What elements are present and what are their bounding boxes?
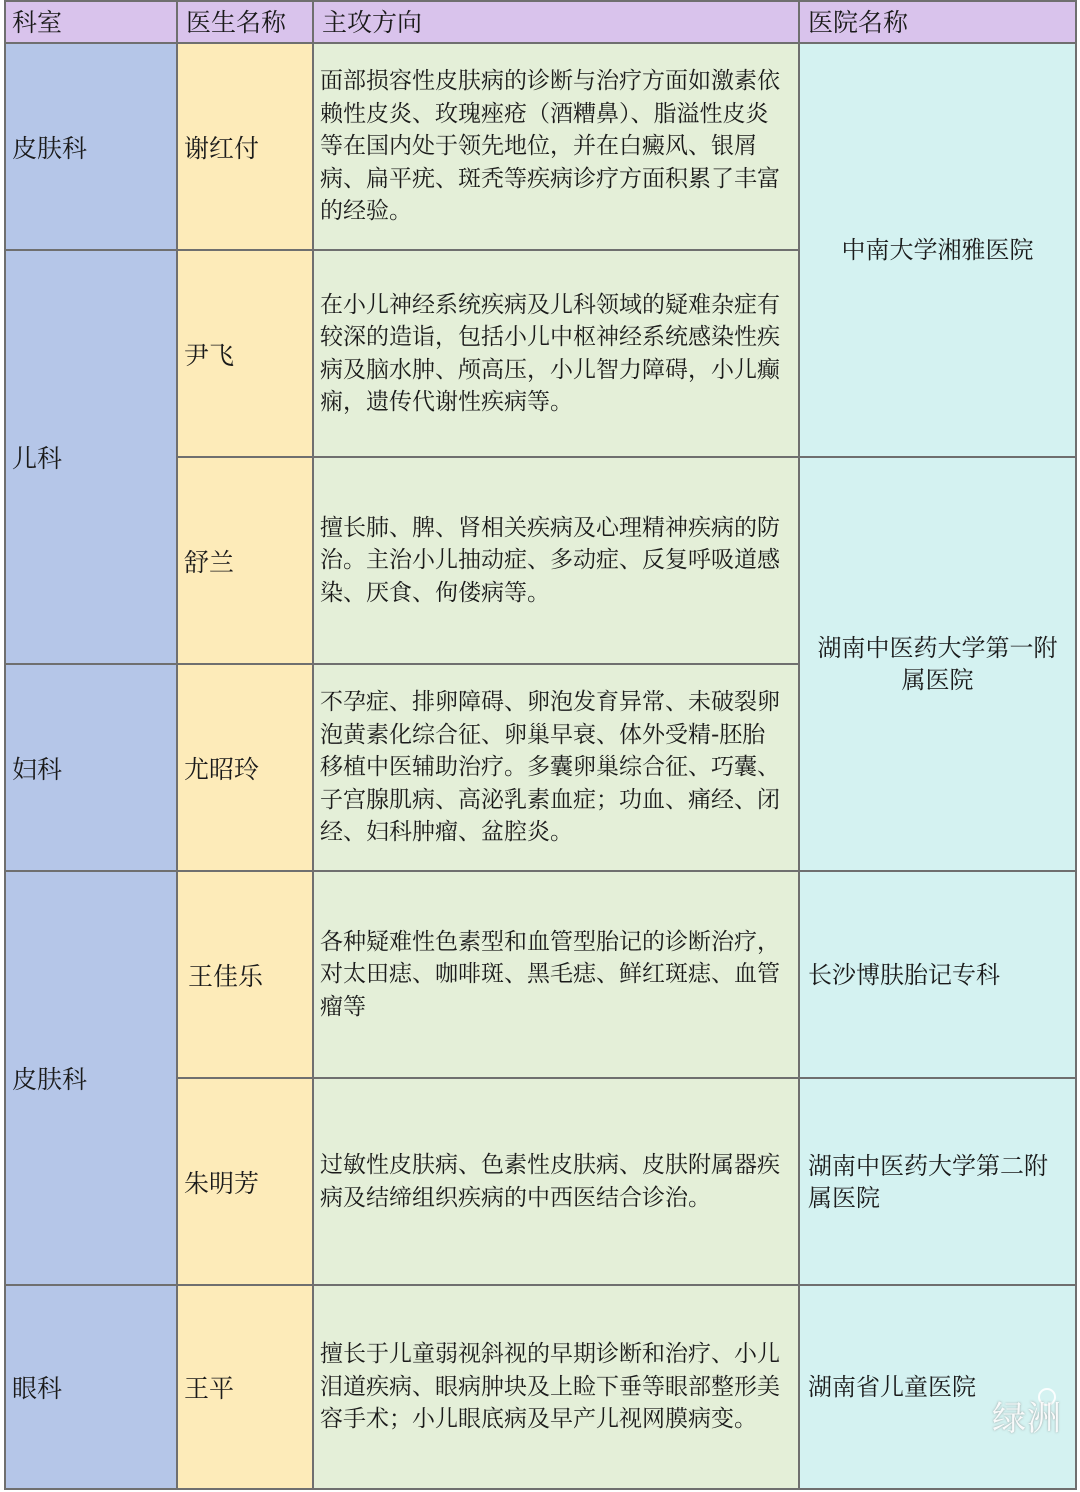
- header-dept: 科室: [4, 0, 178, 44]
- doctor-shu-lan: 舒兰: [178, 458, 314, 665]
- specialty-xie-hongfu: [314, 44, 800, 251]
- specialty-text: 在小儿神经系统疾病及儿科领域的疑难杂症有较深的造诣，包括小儿中枢神经系统感染性疾病及脑水肿、颅高压，小儿智力障碍，小儿癫痫，遗传代谢性疾病等。: [320, 291, 780, 415]
- hospital-hunan-tcm-second: 湖南中医药大学第二附属医院: [800, 1079, 1077, 1286]
- specialty-shu-lan: [314, 458, 800, 665]
- specialty-wang-jiale: [314, 872, 800, 1079]
- doctor-yin-fei: 尹飞: [178, 251, 314, 458]
- header-hospital: 医院名称: [800, 0, 1077, 44]
- specialty-text: 面部损容性皮肤病的诊断与治疗方面如激素依赖性皮炎、玫瑰痤疮（酒糟鼻）、脂溢性皮炎等在国内处于领先地位，并在白癜风、银屑病、扁平疣、斑秃等疾病诊疗方面积累了丰富的经验。: [320, 68, 780, 225]
- specialty-text: 不孕症、排卵障碍、卵泡发育异常、未破裂卵泡黄素化综合征、卵巢早衰、体外受精-胚胎移植中医辅助治疗。多囊卵巢综合征、巧囊、子宫腺肌病、高泌乳素血症；功血、痛经、闭经、妇科肿瘤、盆腔炎。: [320, 689, 780, 846]
- hospital-xiangya: 中南大学湘雅医院: [800, 44, 1077, 458]
- specialty-text: 擅长于儿童弱视斜视的早期诊断和治疗、小儿泪道疾病、眼病肿块及上睑下垂等眼部整形美容手术；小儿眼底病及早产儿视网膜病变。: [320, 1341, 780, 1433]
- specialty-text: 过敏性皮肤病、色素性皮肤病、皮肤附属器疾病及结缔组织疾病的中西医结合诊治。: [320, 1152, 780, 1211]
- watermark: 绿洲: [992, 1399, 1062, 1439]
- doctor-wang-ping: 王平: [178, 1286, 314, 1490]
- doctor-zhu-mingfang: 朱明芳: [178, 1079, 314, 1286]
- hospital-hunan-children: 湖南省儿童医院: [800, 1286, 1077, 1490]
- specialty-you-zhaoling: [314, 665, 800, 872]
- header-doctor: 医生名称: [178, 0, 314, 44]
- dept-dermatology: 皮肤科: [4, 44, 178, 251]
- doctor-you-zhaoling: 尤昭玲: [178, 665, 314, 872]
- dept-pediatrics: 儿科: [4, 251, 178, 665]
- doctor-wang-jiale: 王佳乐: [178, 872, 314, 1079]
- specialty-wang-ping: [314, 1286, 800, 1490]
- header-specialty: 主攻方向: [314, 0, 800, 44]
- doctor-xie-hongfu: 谢红付: [178, 44, 314, 251]
- specialty-text: 各种疑难性色素型和血管型胎记的诊断治疗，对太田痣、咖啡斑、黑毛痣、鲜红斑痣、血管瘤等: [320, 928, 780, 1020]
- specialty-text: 擅长肺、脾、肾相关疾病及心理精神疾病的防治。主治小儿抽动症、多动症、反复呼吸道感染、厌食、佝偻病等。: [320, 514, 780, 606]
- dept-dermatology-2: 皮肤科: [4, 872, 178, 1286]
- hospital-changsha-bofu: 长沙博肤胎记专科: [800, 872, 1077, 1079]
- specialty-yin-fei: [314, 251, 800, 458]
- hospital-hunan-tcm-first: 湖南中医药大学第一附属医院: [800, 458, 1077, 872]
- dept-ophthalmology: 眼科: [4, 1286, 178, 1490]
- specialty-zhu-mingfang: [314, 1079, 800, 1286]
- dept-gynecology: 妇科: [4, 665, 178, 872]
